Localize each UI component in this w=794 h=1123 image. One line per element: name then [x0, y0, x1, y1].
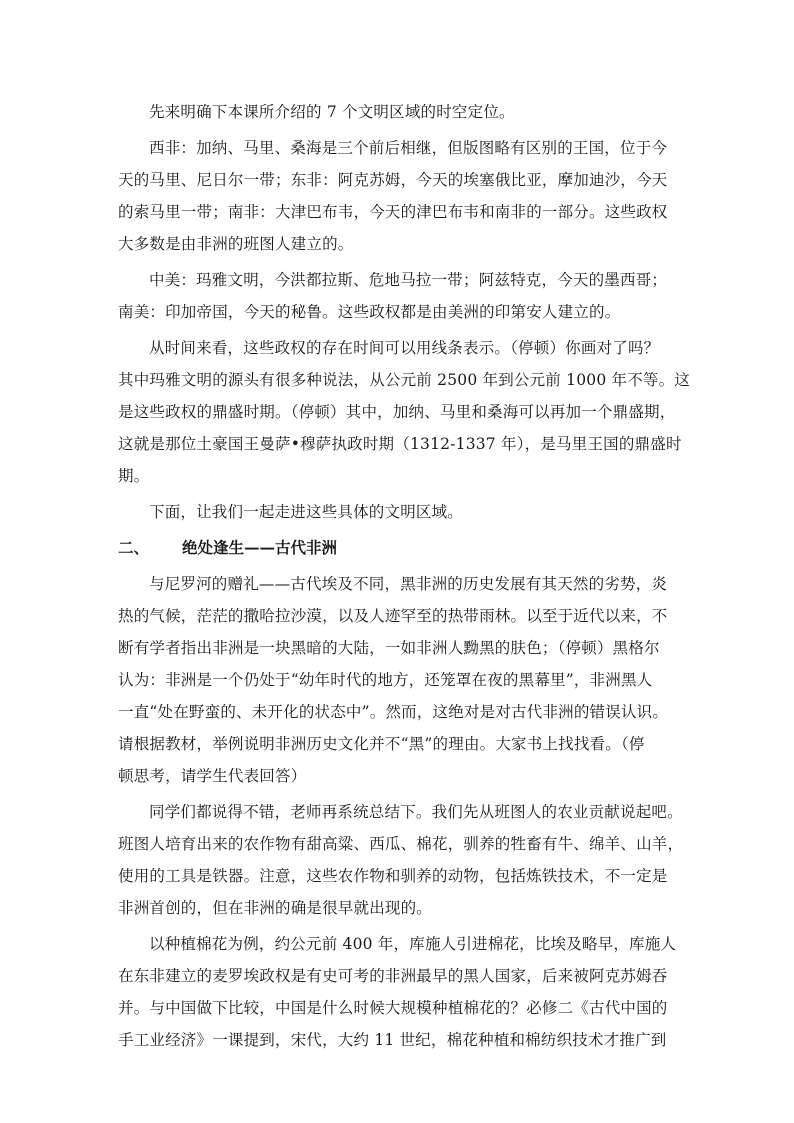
- text-line: 先来明确下本课所介绍的 7 个文明区域的时空定位。: [149, 103, 515, 121]
- paragraph-3: [118, 264, 676, 328]
- text-line: 一直“处在野蛮的、未开化的状态中”。然而，这绝对是对古代非洲的错误认识。: [118, 703, 669, 721]
- africa-section: [118, 568, 684, 1056]
- text-line: 这就是那位土豪国王曼萨•穆萨执政时期（1312-1337 年），是马里王国的鼎盛时: [118, 435, 682, 453]
- text-line: 班图人培育出来的农作物有甜高粱、西瓜、棉花，驯养的牲畜有牛、绵羊、山羊，: [118, 835, 684, 853]
- section-title: 绝处逢生——古代非洲: [182, 538, 338, 557]
- text-line: 在东非建立的麦罗埃政权是有史可考的非洲最早的黑人国家，后来被阿克苏姆吞: [118, 967, 668, 985]
- paragraph-5: [118, 496, 676, 528]
- text-line: 同学们都说得不错，老师再系统总结下。我们先从班图人的农业贡献说起吧。: [149, 803, 683, 821]
- text-line: 认为：非洲是一个仍处于“幼年时代的地方，还笼罩在夜的黑幕里”，非洲黑人: [118, 671, 653, 689]
- text-line: 大多数是由非洲的班图人建立的。: [118, 235, 354, 253]
- paragraph-8: [118, 928, 676, 1056]
- text-line: 下面，让我们一起走进这些具体的文明区域。: [149, 503, 464, 521]
- text-line: 热的气候，茫茫的撒哈拉沙漠，以及人迹罕至的热带雨林。以至于近代以来，不: [118, 607, 668, 625]
- section-heading: [118, 532, 676, 564]
- text-line: 南美：印加帝国，今天的秘鲁。这些政权都是由美洲的印第安人建立的。: [118, 303, 621, 321]
- paragraph-4: [118, 332, 691, 492]
- text-line: 其中玛雅文明的源头有很多种说法，从公元前 2500 年到公元前 1000 年不等。这: [118, 371, 691, 389]
- text-line: 中美：玛雅文明，今洪都拉斯、危地马拉一带；阿兹特克，今天的墨西哥；: [149, 271, 668, 289]
- text-line: 非洲首创的，但在非洲的确是很早就出现的。: [118, 899, 433, 917]
- paragraph-7: [118, 796, 684, 924]
- text-line: 天的马里、尼日尔一带；东非：阿克苏姆，今天的埃塞俄比亚，摩加迪沙，今天: [118, 171, 668, 189]
- text-line: 期。: [118, 467, 150, 485]
- section-number: 二、: [118, 538, 150, 557]
- paragraph-2: [118, 132, 676, 260]
- text-line: 是这些政权的鼎盛时期。（停顿）其中，加纳、马里和桑海可以再加一个鼎盛期，: [118, 403, 676, 421]
- paragraph-1: [118, 96, 676, 128]
- text-line: 使用的工具是铁器。注意，这些农作物和驯养的动物，包括炼铁技术，不一定是: [118, 867, 668, 885]
- text-line: 与尼罗河的赠礼——古代埃及不同，黑非洲的历史发展有其天然的劣势，炎: [149, 575, 668, 593]
- text-line: 断有学者指出非洲是一块黑暗的大陆，一如非洲人黝黑的肤色；（停顿）黑格尔: [118, 639, 660, 657]
- paragraph-6: [118, 568, 676, 792]
- text-line: 西非：加纳、马里、桑海是三个前后相继，但版图略有区别的王国，位于今: [149, 139, 668, 157]
- intro-section: [118, 96, 691, 528]
- text-line: 手工业经济》一课提到，宋代，大约 11 世纪，棉花种植和棉纺织技术才推广到: [118, 1031, 667, 1049]
- text-line: 从时间来看，这些政权的存在时间可以用线条表示。（停顿）你画对了吗？: [149, 339, 660, 357]
- text-line: 的索马里一带；南非：大津巴布韦，今天的津巴布韦和南非的一部分。这些政权: [118, 203, 668, 221]
- text-line: 并。与中国做下比较，中国是什么时候大规模种植棉花的？必修二《古代中国的: [118, 999, 668, 1017]
- text-line: 顿思考，请学生代表回答）: [118, 767, 307, 785]
- text-line: 以种植棉花为例，约公元前 400 年，库施人引进棉花，比埃及略早，库施人: [149, 935, 677, 953]
- text-line: 请根据教材，举例说明非洲历史文化并不“黑”的理由。大家书上找找看。（停: [118, 735, 645, 753]
